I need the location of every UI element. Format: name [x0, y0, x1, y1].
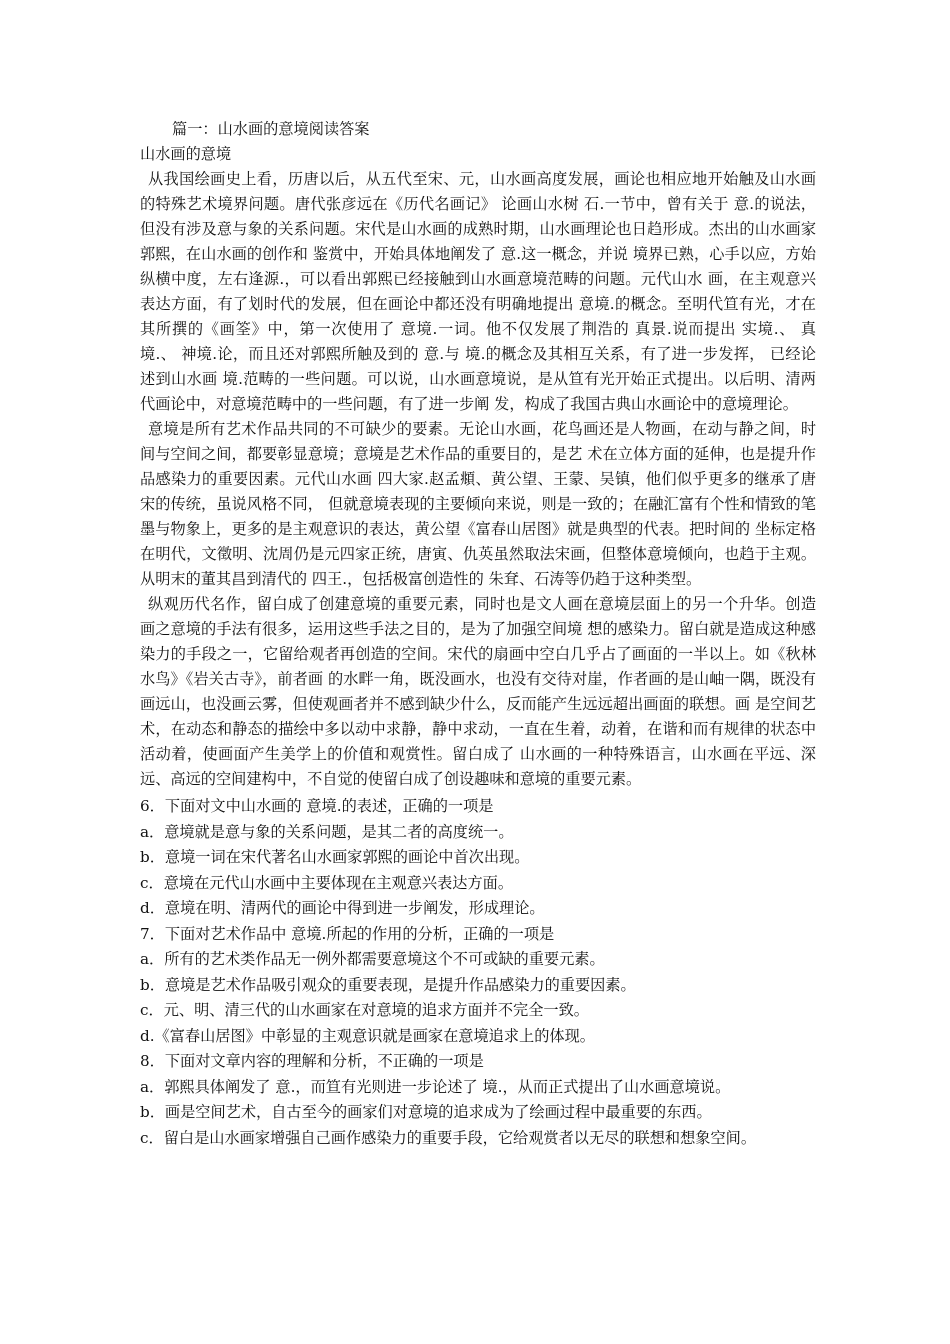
question-6-option-b: b．意境一词在宋代著名山水画家郭熙的画论中首次出现。: [140, 848, 530, 866]
question-7-option-a: a．所有的艺术类作品无一例外都需要意境这个不可或缺的重要元素。: [140, 950, 605, 968]
paragraph-3: 纵观历代名作，留白成了创建意境的重要元素，同时也是文人画在意境层面上的另一个升华。创造画之意境的手法有很多，运用这些手法之目的，是为了加强空间境 想的感染力。留白就是造成这种感染力的手段之一，它留给观者再创造的空间。宋代的扇画中空白几乎占了画面的一半以上。如《秋林水鸟》《岩关古寺》，前者画 的水畔一角，既没画水，也没有交待对崖，作者画的是山岫一隅，既没有画远山，也没画云雾，但使观画者并不感到缺少什么，反而能产生远远超出画面的联想。画 是空间艺术，在动态和静态的描绘中多以动中求静，静中求动，一直在生着，动着，在谐和而有规律的状态中活动着，使画面产生美学上的价值和观赏性。留白成了 山水画的一种特殊语言，山水画在平远、深远、高远的空间建构中，不自觉的使留白成了创设趣味和意境的重要元素。: [140, 595, 816, 788]
question-8-option-a: a．郭熙具体阐发了 意.，而笪有光则进一步论述了 境.，从而正式提出了山水画意境说。: [140, 1077, 731, 1096]
question-8-option-b: b．画是空间艺术，自古至今的画家们对意境的追求成为了绘画过程中最重要的东西。: [140, 1103, 712, 1121]
question-7-stem: 7．下面对艺术作品中 意境.所起的作用的分析，正确的一项是: [140, 924, 555, 943]
question-7-option-d: d.《富春山居图》中彰显的主观意识就是画家在意境追求上的体现。: [140, 1026, 595, 1045]
question-8-stem: 8．下面对文章内容的理解和分析，不正确的一项是: [140, 1052, 484, 1070]
question-8-option-c: c．留白是山水画家增强自己画作感染力的重要手段，它给观赏者以无尽的联想和想象空间。: [140, 1128, 757, 1147]
question-list: [140, 794, 816, 1151]
paragraph-1: 从我国绘画史上看，历唐以后，从五代至宋、元，山水画高度发展，画论也相应地开始触及山水画的特殊艺术境界问题。唐代张彦远在《历代名画记》 论画山水树 石.一节中，曾有关于 意.的说法，但没有涉及意与象的关系问题。宋代是山水画的成熟时期，山水画理论也日趋形成。杰出的山水画家郭熙，在山水画的创作和 鉴赏中，开始具体地阐发了 意.这一概念，并说 境界已熟，心手以应，方始纵横中度，左右逢源.，可以看出郭熙已经接触到山水画意境范畴的问题。元代山水 画，在主观意兴表达方面，有了划时代的发展，但在画论中都还没有明确地提出 意境.的概念。至明代笪有光，才在其所撰的《画筌》中，第一次使用了 意境.一词。他不仅发展了荆浩的 真景.说而提出 实境.、 真境.、 神境.论，而且还对郭熙所触及到的 意.与 境.的概念及其相互关系，有了进一步发挥， 已经论述到山水画 境.范畴的一些问题。可以说，山水画意境说，是从笪有光开始正式提出。以后明、清两代画论中，对意境范畴中的一些问题，有了进一步阐 发，构成了我国古典山水画论中的意境理论。: [140, 170, 816, 413]
question-6-option-c: c．意境在元代山水画中主要体现在主观意兴表达方面。: [140, 873, 514, 892]
document-heading: 篇一：山水画的意境阅读答案: [172, 120, 370, 138]
question-7-option-b: b．意境是艺术作品吸引观众的重要表现，是提升作品感染力的重要因素。: [140, 975, 636, 994]
question-6-option-d: d．意境在明、清两代的画论中得到进一步阐发，形成理论。: [140, 899, 545, 917]
question-7-option-c: c．元、明、清三代的山水画家在对意境的追求方面并不完全一致。: [140, 1001, 589, 1019]
question-6-stem: 6．下面对文中山水画的 意境.的表述，正确的一项是: [140, 797, 494, 815]
document-body: [140, 117, 816, 1151]
question-6-option-a: a．意境就是意与象的关系问题，是其二者的高度统一。: [140, 822, 514, 841]
paragraph-2: 意境是所有艺术作品共同的不可缺少的要素。无论山水画，花鸟画还是人物画，在动与静之间，时间与空间之间，都要彰显意境；意境是艺术作品的重要目的，是艺 术在立体方面的延伸，也是提升作品感染力的重要因素。元代山水画 四大家.赵孟頫、黄公望、王蒙、吴镇，他们似乎更多的继承了唐宋的传统，虽说风格不同， 但就意境表现的主要倾向来说，则是一致的；在融汇富有个性和情致的笔墨与物象上，更多的是主观意识的表达，黄公望《富春山居图》就是典型的代表。把时间的 坐标定格在明代，文徵明、沈周仍是元四家正统，唐寅、仇英虽然取法宋画，但整体意境倾向，也趋于主观。从明末的董其昌到清代的 四王.，包括极富创造性的 朱耷、石涛等仍趋于这种类型。: [140, 420, 816, 588]
article-title: 山水画的意境: [140, 145, 232, 163]
